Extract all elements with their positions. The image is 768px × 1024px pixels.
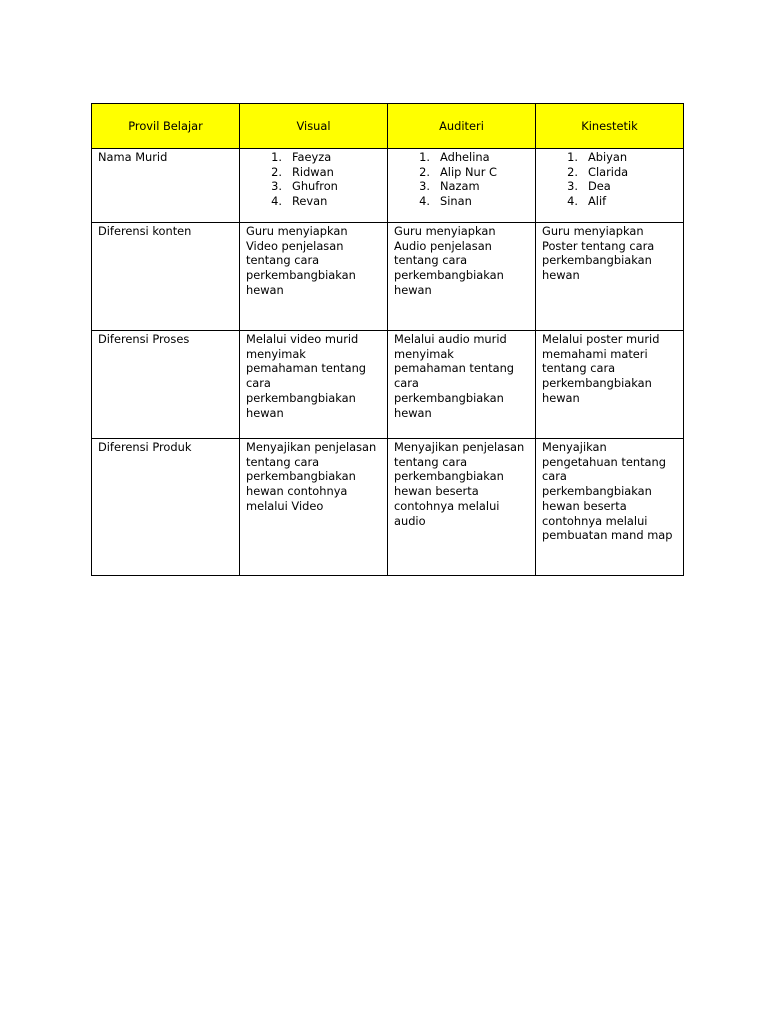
row-label-content: Diferensi konten bbox=[92, 223, 240, 331]
list-item: 2. Ridwan bbox=[271, 164, 334, 179]
header-row bbox=[92, 104, 684, 149]
visual-process-cell: Melalui video murid menyimak pemahaman tentang cara perkembangbiakan hewan bbox=[240, 331, 388, 439]
kinestetik-content-cell: Guru menyiapkan Poster tentang cara perkembangbiakan hewan bbox=[536, 223, 684, 331]
list-item: 4. Revan bbox=[271, 194, 328, 209]
list-item: 1. Faeyza bbox=[271, 150, 332, 164]
kinestetik-product-cell: Menyajikan pengetahuan tentang cara perkembangbiakan hewan beserta contohnya melalui pembuatan mand map bbox=[536, 439, 684, 576]
kinestetik-student-list bbox=[542, 150, 677, 209]
auditeri-process-cell: Melalui audio murid menyimak pemahaman tentang cara perkembangbiakan hewan bbox=[388, 331, 536, 439]
list-item: 2. Clarida bbox=[567, 164, 629, 179]
visual-content-cell: Guru menyiapkan Video penjelasan tentang cara perkembangbiakan hewan bbox=[240, 223, 388, 331]
auditeri-students-cell bbox=[388, 149, 536, 223]
list-item: 1. Adhelina bbox=[419, 150, 490, 164]
student-names-row bbox=[92, 149, 684, 223]
list-item: 1. Abiyan bbox=[567, 150, 628, 164]
visual-product-cell: Menyajikan penjelasan tentang cara perkembangbiakan hewan contohnya melalui Video bbox=[240, 439, 388, 576]
row-label-student-names: Nama Murid bbox=[92, 149, 240, 223]
process-differentiation-row bbox=[92, 331, 684, 439]
content-differentiation-row bbox=[92, 223, 684, 331]
header-learning-profile: Provil Belajar bbox=[92, 104, 240, 149]
list-item: 4. Alif bbox=[567, 194, 607, 209]
kinestetik-process-cell: Melalui poster murid memahami materi tentang cara perkembangbiakan hewan bbox=[536, 331, 684, 439]
list-item: 4. Sinan bbox=[419, 194, 472, 209]
learning-profile-table bbox=[91, 103, 684, 576]
header-visual: Visual bbox=[240, 104, 388, 149]
row-label-process: Diferensi Proses bbox=[92, 331, 240, 439]
auditeri-content-cell: Guru menyiapkan Audio penjelasan tentang cara perkembangbiakan hewan bbox=[388, 223, 536, 331]
product-differentiation-row bbox=[92, 439, 684, 576]
list-item: 3. Dea bbox=[567, 179, 611, 194]
auditeri-product-cell: Menyajikan penjelasan tentang cara perkembangbiakan hewan beserta contohnya melalui audio bbox=[388, 439, 536, 576]
list-item: 3. Nazam bbox=[419, 179, 480, 194]
kinestetik-students-cell bbox=[536, 149, 684, 223]
header-kinestetik: Kinestetik bbox=[536, 104, 684, 149]
row-label-product: Diferensi Produk bbox=[92, 439, 240, 576]
visual-students-cell bbox=[240, 149, 388, 223]
auditeri-student-list bbox=[394, 150, 529, 209]
list-item: 2. Alip Nur C bbox=[419, 164, 497, 179]
list-item: 3. Ghufron bbox=[271, 179, 338, 194]
header-auditeri: Auditeri bbox=[388, 104, 536, 149]
visual-student-list bbox=[246, 150, 381, 209]
